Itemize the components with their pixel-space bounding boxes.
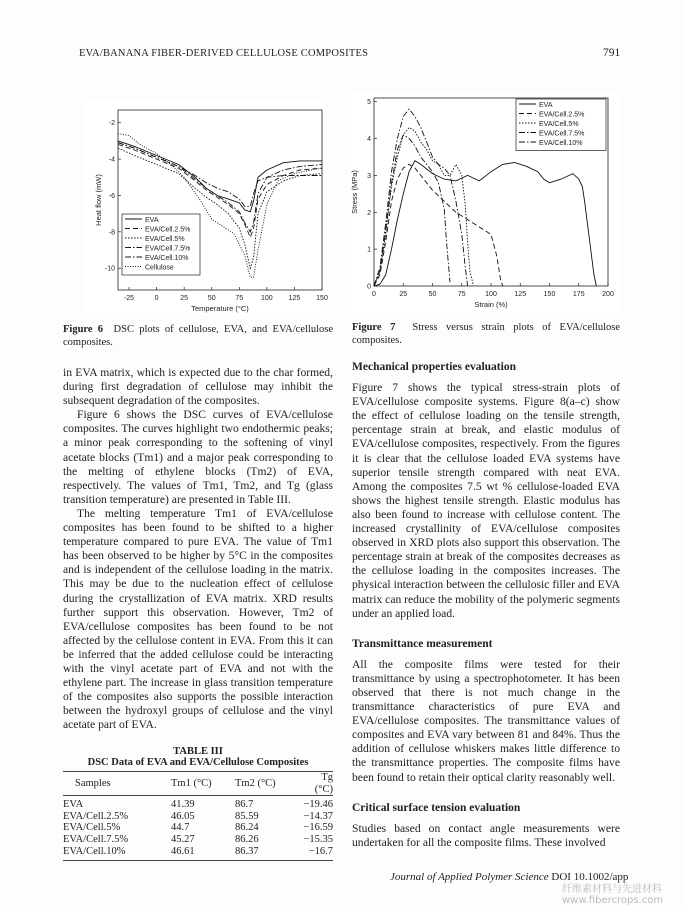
table-cell: EVA/Cell.5% bbox=[63, 822, 121, 834]
x-tick-label: 125 bbox=[514, 291, 527, 298]
table-cell: −16.7 bbox=[308, 845, 333, 857]
legend-label: EVA bbox=[539, 102, 553, 109]
table-3-grid bbox=[63, 772, 333, 795]
figure-6-label: Figure 6 bbox=[63, 324, 104, 335]
left-paragraph-3: The melting temperature Tm1 of EVA/cellulose composites has been found to be shifted to a higher temperature compared to pure EVA. The value of Tm1 has been observed to be higher by 5°C in the composites and is independent of the cellulose loading in the matrix. This may be due to the nucleation effect of cellulose during the crystallization of EVA matrix. XRD results further support this observation. However, Tm2 of EVA/cellulose composites has been found to be not affected by the cellulose content in EVA. From this it can be inferred that the added cellulose could be interacting with the vinyl acetate part of EVA and not with the ethylene part. The increase in glass transition temperature of the composites also supports the possible interaction between the hydroxyl groups of cellulose and the vinyl acetate part of EVA. bbox=[63, 506, 333, 732]
y-tick-label: -4 bbox=[108, 156, 115, 164]
x-tick-label: 150 bbox=[316, 295, 328, 302]
table-cell: 41.39 bbox=[171, 799, 195, 811]
legend-label: EVA/Cell.7.5% bbox=[145, 245, 191, 253]
table-cell: EVA/Cell.10% bbox=[63, 845, 126, 857]
right-paragraph-2: All the composite films were tested for their transmittance by using a spectrophotometer. It has been observed that there is not much change in the transmittance characteristics of pure EVA and EVA/cellulose composites. The transmittance values of composites and EVA vary between 81 and 84%. Thus the addition of cellulose whiskers makes little difference to the transmittance properties. The composite films have been found to retain their optical clarity reasonably well. bbox=[352, 657, 620, 784]
y-tick-label: -2 bbox=[108, 120, 115, 128]
table-cell: −16.59 bbox=[303, 822, 333, 834]
y-tick-label: 5 bbox=[367, 99, 371, 107]
x-tick-label: 75 bbox=[457, 291, 466, 298]
y-tick-label: -10 bbox=[104, 265, 115, 273]
x-tick-label: -25 bbox=[123, 295, 135, 302]
x-tick-label: 0 bbox=[372, 291, 376, 298]
table-cell: 86.24 bbox=[235, 822, 259, 834]
table-header-cell: Tm1 (°C) bbox=[171, 777, 212, 789]
table-3-label: TABLE III bbox=[173, 746, 223, 757]
running-header: EVA/BANANA FIBER-DERIVED CELLULOSE COMPOSITES bbox=[79, 48, 369, 59]
x-tick-label: 125 bbox=[288, 295, 301, 302]
y-axis-label: Stress (MPa) bbox=[350, 170, 359, 214]
section-heading-surface-tension: Critical surface tension evaluation bbox=[352, 801, 521, 814]
table-cell: EVA/Cell.2.5% bbox=[63, 810, 129, 822]
x-tick-label: 100 bbox=[485, 291, 497, 298]
figure-6-caption-text: DSC plots of cellulose, EVA, and EVA/cellulose composites. bbox=[63, 324, 333, 348]
x-tick-label: 200 bbox=[602, 291, 614, 298]
legend-label: EVA/Cell.7.5% bbox=[539, 130, 585, 138]
y-tick-label: 4 bbox=[367, 136, 371, 144]
table-3-title: DSC Data of EVA and EVA/Cellulose Composites bbox=[87, 757, 309, 768]
right-paragraph-3: Studies based on contact angle measurements were undertaken for all the composite films. These involved bbox=[352, 821, 620, 849]
table-cell: 46.05 bbox=[171, 810, 195, 822]
section-heading-mechanical: Mechanical properties evaluation bbox=[352, 361, 516, 373]
dsc-chart bbox=[84, 100, 326, 315]
section-heading-transmittance: Transmittance measurement bbox=[352, 637, 493, 650]
x-tick-label: 150 bbox=[543, 291, 556, 298]
table-cell: EVA/Cell.7.5% bbox=[63, 833, 129, 845]
right-paragraph-1: Figure 7 shows the typical stress-strain plots of EVA/cellulose composite systems. Figure 8(a–c) show the effect of cellulose loading on the tensile strength, percentage strain at break, and elastic modulus of EVA/cellulose composites, respectively. From the figures it is clear that the cellulose loaded EVA systems have superior tensile strength compared with neat EVA. Among the composites 7.5 wt % cellulose-loaded EVA shows the highest tensile strength. Elastic modulus has also been found to increase with cellulose content. The increased crystallinity of EVA/cellulose composites observed in XRD plots also support this observation. The percentage strain at break of the composites decreases as the cellulose loading in the composites increases. The physical interaction between the cellulosic filler and EVA matrix can reduce the mobility of the polymeric segments under an applied load. bbox=[352, 381, 620, 620]
right-column-text bbox=[352, 360, 620, 850]
table-row bbox=[63, 799, 333, 811]
x-tick-label: 25 bbox=[399, 291, 408, 298]
figure-7-caption bbox=[352, 321, 620, 347]
table-row bbox=[63, 822, 333, 834]
x-tick-label: 25 bbox=[180, 295, 189, 302]
table-cell: 85.59 bbox=[235, 810, 259, 822]
x-axis-label: Temperature (°C) bbox=[191, 304, 249, 313]
y-tick-label: -8 bbox=[108, 229, 115, 237]
stress-strain-chart bbox=[352, 92, 620, 314]
figure-7 bbox=[352, 92, 620, 314]
x-tick-label: 0 bbox=[154, 295, 159, 302]
table-3 bbox=[63, 746, 333, 861]
table-cell: 45.27 bbox=[171, 833, 195, 845]
table-header-cell: Samples bbox=[75, 777, 111, 789]
doi: DOI 10.1002/app bbox=[551, 871, 629, 883]
y-tick-label: 0 bbox=[367, 283, 371, 291]
figure-7-label: Figure 7 bbox=[352, 322, 396, 333]
table-3-body bbox=[63, 799, 333, 857]
y-axis-label: Heat flow (mW) bbox=[94, 174, 103, 226]
series-line bbox=[374, 164, 503, 286]
series-line bbox=[374, 109, 468, 286]
series-line bbox=[118, 141, 322, 212]
x-tick-label: 50 bbox=[428, 291, 437, 298]
table-row bbox=[63, 834, 333, 846]
legend-label: Cellulose bbox=[145, 264, 174, 272]
series-line bbox=[374, 135, 450, 286]
x-tick-label: 75 bbox=[235, 295, 244, 302]
table-cell: −14.37 bbox=[303, 810, 333, 822]
legend-label: EVA bbox=[145, 217, 159, 224]
left-paragraph-1: in EVA matrix, which is expected due to the char formed, during first degradation of cellulose may inhibit the subsequent degradation of the composites. bbox=[63, 366, 333, 408]
legend-label: EVA/Cell.10% bbox=[539, 140, 583, 147]
table-cell: 46.61 bbox=[171, 845, 195, 857]
left-paragraph-2: Figure 6 shows the DSC curves of EVA/cellulose composites. The curves highlight two endothermic peaks; a minor peak corresponding to the softening of vinyl acetate blocks (Tm1) and a major peak corresponding to the melting of ethylene blocks (Tm2) of EVA, respectively. The values of Tm1, Tm2, and Tg (glass transition temperature) are presented in Table III. bbox=[63, 408, 333, 506]
table-cell: 86.7 bbox=[235, 799, 254, 811]
y-tick-label: 1 bbox=[367, 246, 371, 254]
x-tick-label: 175 bbox=[572, 291, 585, 298]
y-tick-label: 3 bbox=[367, 172, 371, 180]
table-cell: 86.26 bbox=[235, 833, 259, 845]
legend-label: EVA/Cell.5% bbox=[539, 121, 579, 128]
x-tick-label: 50 bbox=[207, 295, 216, 302]
table-header-cell: Tg (°C) bbox=[314, 772, 333, 795]
y-tick-label: 2 bbox=[367, 209, 371, 217]
table-cell: −15.35 bbox=[303, 833, 333, 845]
table-cell: EVA bbox=[63, 799, 84, 811]
table-cell: −19.46 bbox=[303, 799, 333, 811]
figure-6 bbox=[84, 100, 326, 315]
figure-7-caption-text: Stress versus strain plots of EVA/cellulose composites. bbox=[352, 322, 620, 346]
x-tick-label: 100 bbox=[261, 295, 273, 302]
legend-label: EVA/Cell.10% bbox=[145, 255, 189, 262]
watermark: 纤维素材料与先进材料 www.fibercrops.com bbox=[562, 884, 664, 906]
table-cell: 86.37 bbox=[235, 845, 259, 857]
series-line bbox=[374, 161, 596, 286]
figure-6-caption bbox=[63, 323, 333, 349]
table-header-cell: Tm2 (°C) bbox=[235, 777, 276, 789]
table-row bbox=[63, 846, 333, 858]
legend-label: EVA/Cell.2.5% bbox=[539, 111, 585, 119]
legend-label: EVA/Cell.5% bbox=[145, 236, 185, 243]
y-tick-label: -6 bbox=[108, 192, 115, 200]
page-number: 791 bbox=[603, 47, 621, 59]
x-axis-label: Strain (%) bbox=[474, 300, 508, 309]
legend-label: EVA/Cell.2.5% bbox=[145, 226, 191, 234]
journal-name: Journal of Applied Polymer Science bbox=[390, 871, 549, 883]
left-column-text bbox=[63, 366, 333, 732]
table-cell: 44.7 bbox=[171, 822, 190, 834]
table-row bbox=[63, 811, 333, 823]
